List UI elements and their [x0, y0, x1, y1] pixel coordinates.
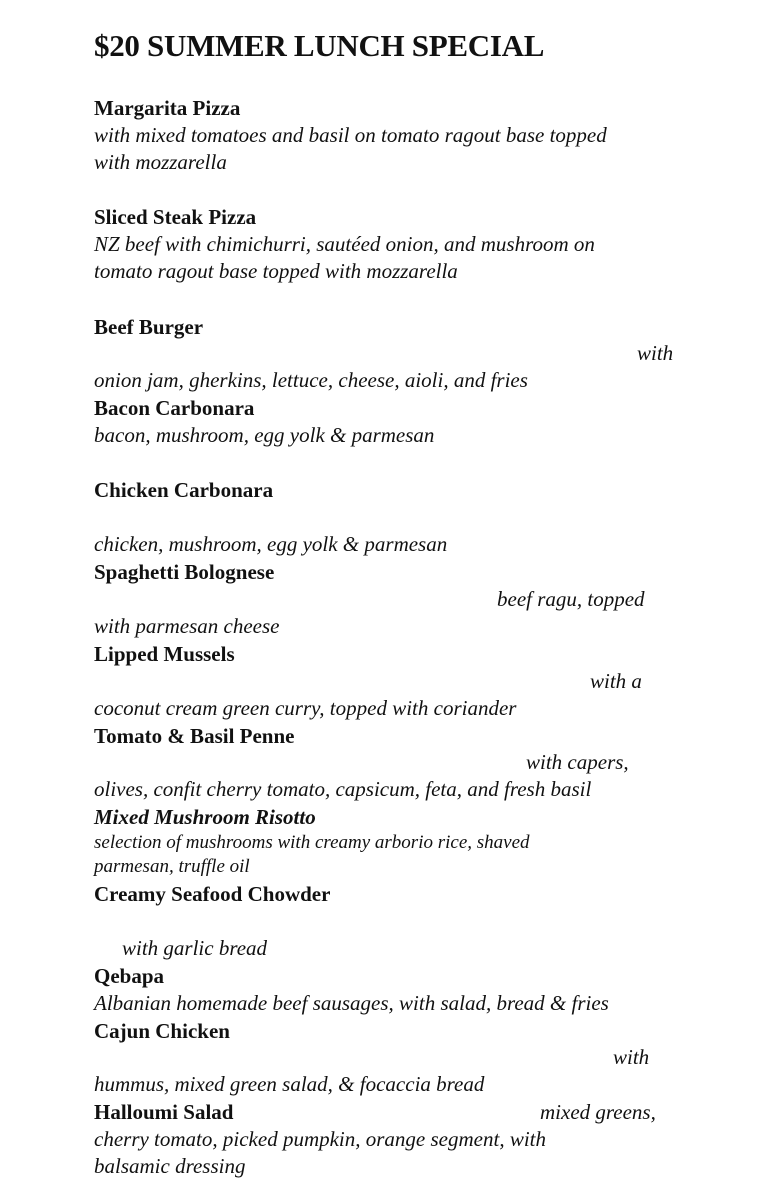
item-description: hummus, mixed green salad, & focaccia bread: [94, 1072, 485, 1096]
item-description: onion jam, gherkins, lettuce, cheese, aioli, and fries: [94, 368, 528, 392]
item-name: Spaghetti Bolognese: [94, 560, 275, 584]
item-description: with a: [590, 669, 642, 693]
item-name: Cajun Chicken: [94, 1019, 230, 1043]
item-name: Tomato & Basil Penne: [94, 724, 295, 748]
item-description: with: [613, 1045, 650, 1069]
item-description: coconut cream green curry, topped with coriander: [94, 696, 517, 720]
item-description: cherry tomato, picked pumpkin, orange segment, with: [94, 1127, 546, 1151]
item-name: Margarita Pizza: [94, 96, 241, 120]
item-description: balsamic dressing: [94, 1154, 246, 1178]
menu-title: $20 SUMMER LUNCH SPECIAL: [94, 28, 545, 63]
item-description: parmesan, truffle oil: [94, 856, 250, 877]
item-description: with mozzarella: [94, 150, 227, 174]
item-description: olives, confit cherry tomato, capsicum, feta, and fresh basil: [94, 777, 592, 801]
item-description: with: [637, 341, 674, 365]
item-name: Mixed Mushroom Risotto: [94, 805, 316, 829]
item-description: with parmesan cheese: [94, 614, 280, 638]
item-description: mixed greens,: [540, 1100, 656, 1124]
item-name: Beef Burger: [94, 315, 204, 339]
item-description: NZ beef with chimichurri, sautéed onion, and mushroom on: [94, 232, 595, 256]
item-name: Qebapa: [94, 964, 165, 988]
item-name: Halloumi Salad: [94, 1100, 234, 1124]
item-description: with garlic bread: [122, 936, 268, 960]
item-description: with mixed tomatoes and basil on tomato ragout base topped: [94, 123, 607, 147]
item-description: tomato ragout base topped with mozzarella: [94, 259, 458, 283]
item-description: bacon, mushroom, egg yolk & parmesan: [94, 423, 435, 447]
item-description: with capers,: [526, 750, 629, 774]
item-description: chicken, mushroom, egg yolk & parmesan: [94, 532, 448, 556]
item-description: Albanian homemade beef sausages, with salad, bread & fries: [94, 991, 609, 1015]
item-name: Lipped Mussels: [94, 642, 235, 666]
item-name: Sliced Steak Pizza: [94, 205, 257, 229]
item-name: Bacon Carbonara: [94, 396, 255, 420]
item-name: Chicken Carbonara: [94, 478, 274, 502]
item-description: beef ragu, topped: [497, 587, 645, 611]
item-description: selection of mushrooms with creamy arborio rice, shaved: [94, 832, 530, 853]
item-name: Creamy Seafood Chowder: [94, 882, 331, 906]
